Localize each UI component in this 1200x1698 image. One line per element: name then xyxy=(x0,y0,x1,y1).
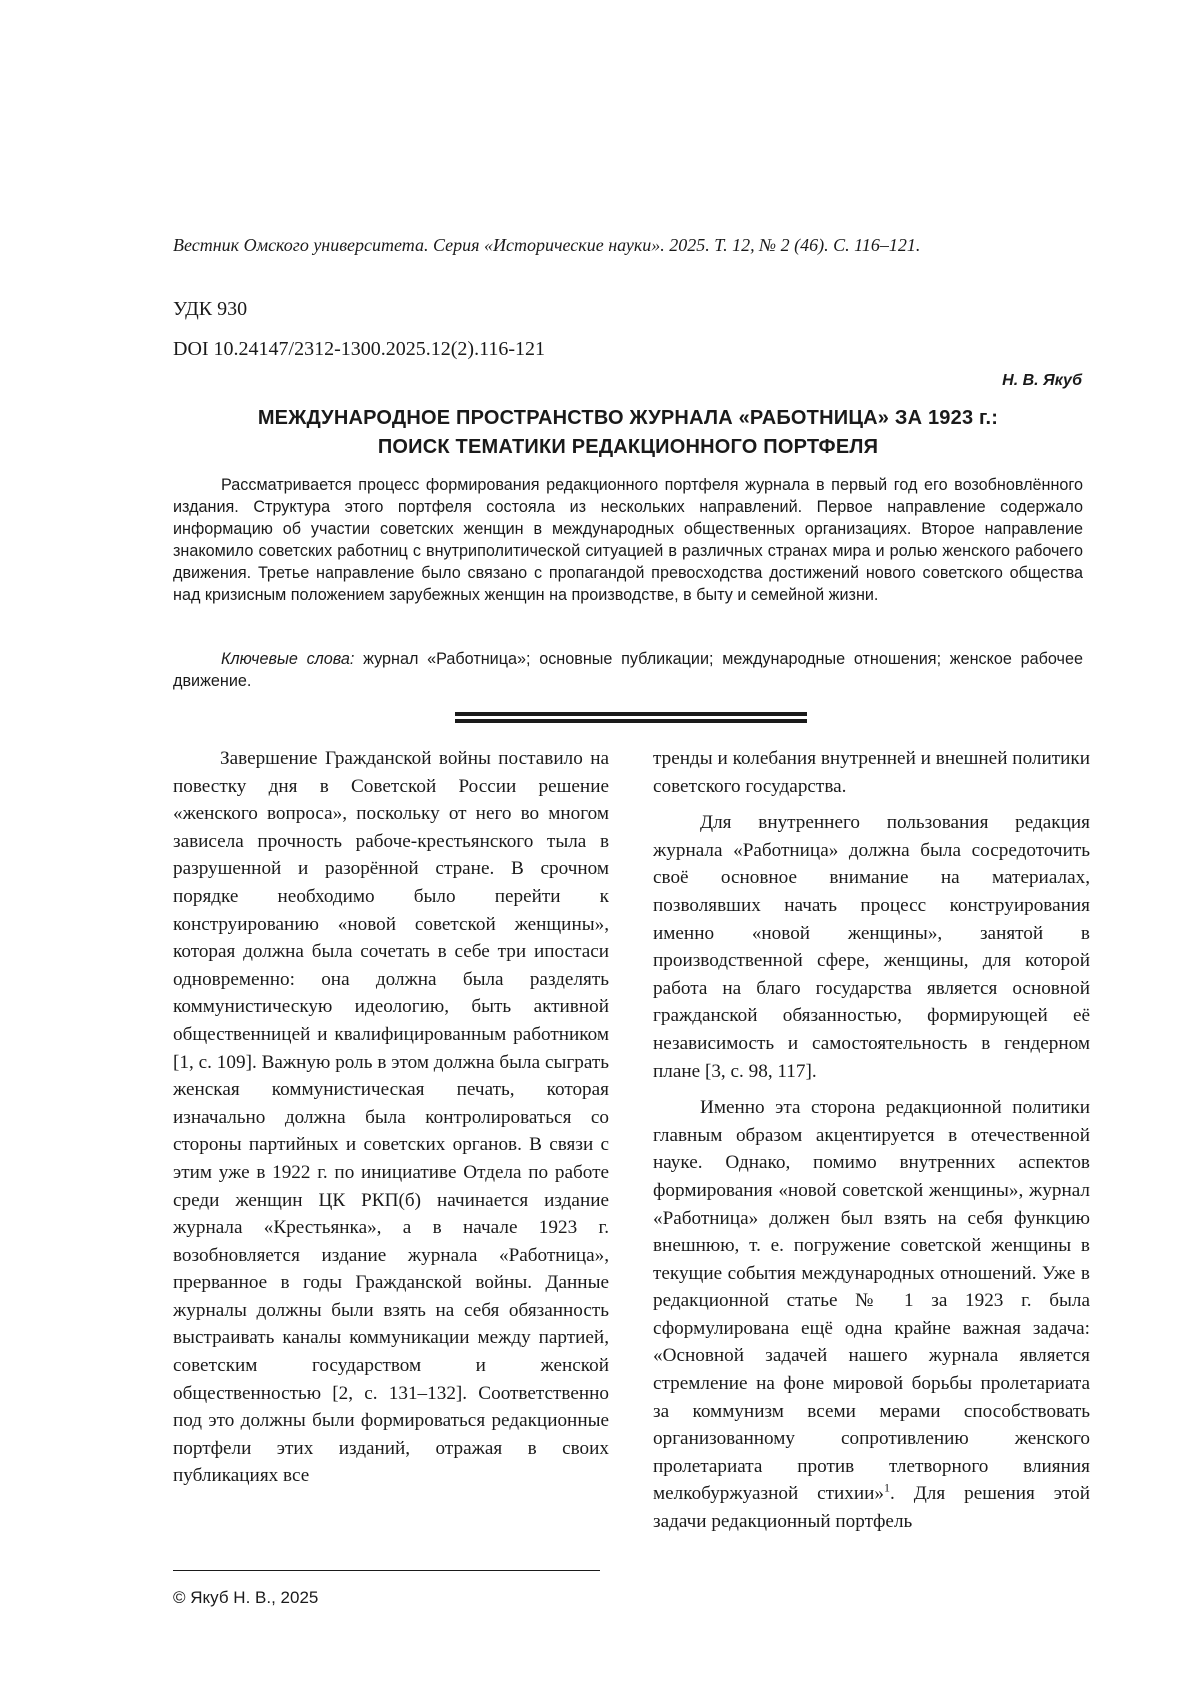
abstract: Рассматривается процесс формирования редакционного портфеля журнала в первый год его возобновлённого издания. Структура этого портфеля состояла из нескольких направлений. Первое направление содержало информацию об участии советских женщин в международных общественных организациях. Второе направление знакомило советских работниц с внутриполитической ситуацией в различных странах мира и ролью женского рабочего движения. Третье направление было связано с пропагандой превосходства достижений нового советского общества над кризисным положением зарубежных женщин на производстве, в быту и семейной жизни. xyxy=(173,476,1083,604)
doi: DOI 10.24147/2312-1300.2025.12(2).116-121 xyxy=(173,338,546,360)
keywords xyxy=(173,648,1083,692)
body-paragraph-continued: тренды и колебания внутренней и внешней политики советского государства. xyxy=(653,748,1090,797)
body-column-left xyxy=(173,745,609,1490)
body-paragraph: Для внутреннего пользования редакция журнала «Работница» должна была сосредоточить своё основное внимание на материалах, позволявших начать процесс конструирования именно «новой женщины», занятой в производственной сфере, женщины, для которой работа на благо государства является основной гражданской обязанностью, формирующей её независимость и самостоятельность в гендерном плане [3, с. 98, 117]. xyxy=(653,812,1090,1082)
footnote-marker[interactable]: 1 xyxy=(884,1481,891,1496)
section-divider-top xyxy=(455,712,807,716)
section-divider-bottom xyxy=(455,719,807,723)
keywords-text: журнал «Работница»; основные публикации; международные отношения; женское рабочее движение. xyxy=(173,650,1083,690)
title-line-2: ПОИСК ТЕМАТИКИ РЕДАКЦИОННОГО ПОРТФЕЛЯ xyxy=(377,436,879,458)
footnote-divider xyxy=(173,1570,600,1571)
article-title xyxy=(173,404,1083,462)
copyright: © Якуб Н. В., 2025 xyxy=(173,1588,319,1607)
keywords-label: Ключевые слова: xyxy=(221,650,355,668)
title-line-1: МЕЖДУНАРОДНОЕ ПРОСТРАНСТВО ЖУРНАЛА «РАБОТНИЦА» ЗА 1923 г.: xyxy=(257,407,999,429)
udk-code: УДК 930 xyxy=(173,298,248,320)
author: Н. В. Якуб xyxy=(1002,372,1082,389)
paragraph-text: Именно эта сторона редакционной политики главным образом акцентируется в отечественной науке. Однако, помимо внутренних аспектов формирования «новой советской женщины», журнал «Работница» должен был взять на себя функцию внешнюю, т. е. погружение советской женщины в текущие события международных отношений. Уже в редакционной статье № 1 за 1923 г. была сформулирована ещё одна крайне важная задача: «Основной задачей нашего журнала является стремление на фоне мировой борьбы пролетариата за коммунизм всеми мерами способствовать организованному сопротивлению женского пролетариата против тлетворного влияния мелкобуржуазной стихии» xyxy=(653,1097,1090,1505)
paragraph-text-end: . Для решения этой задачи редакционный портфель xyxy=(653,1483,1090,1533)
body-column-right xyxy=(653,745,1090,1536)
journal-citation: Вестник Омского университета. Серия «Исторические науки». 2025. Т. 12, № 2 (46). С. 116–121. xyxy=(173,235,921,255)
body-paragraph: Завершение Гражданской войны поставило на повестку дня в Советской России решение «женского вопроса», поскольку от него во многом зависела прочность рабоче-крестьянского тыла в разрушенной и разорённой стране. В срочном порядке необходимо было перейти к конструированию «новой советской женщины», которая должна была сочетать в себе три ипостаси одновременно: она должна была разделять коммунистическую идеологию, быть активной общественницей и квалифицированным работником [1, с. 109]. Важную роль в этом должна была сыграть женская коммунистическая печать, которая изначально должна была контролироваться со стороны партийных и советских органов. В связи с этим уже в 1922 г. по инициативе Отдела по работе среди женщин ЦК РКП(б) начинается издание журнала «Крестьянка», а в начале 1923 г. возобновляется издание журнала «Работница», прерванное в годы Гражданской войны. Данные журналы должны были взять на себя обязанность выстраивать каналы коммуникации между партией, советским государством и женской общественностью [2, с. 131–132]. Соответственно под это должны были формироваться редакционные портфели этих изданий, отражая в своих публикациях все xyxy=(173,748,609,1487)
body-paragraph xyxy=(653,1094,1090,1536)
